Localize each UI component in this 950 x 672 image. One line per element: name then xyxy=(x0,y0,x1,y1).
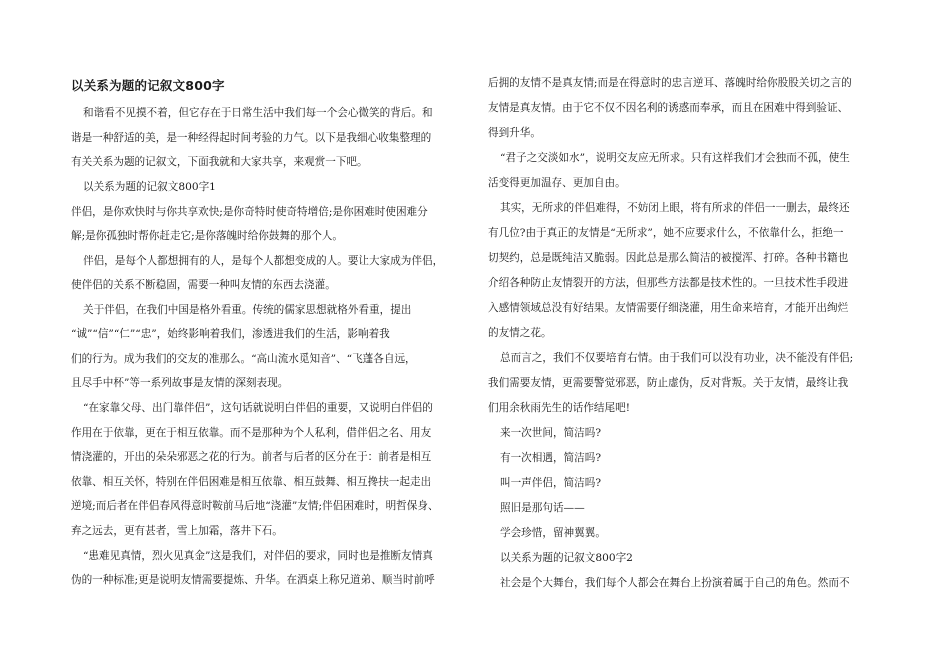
right-column-line-3: 得到升华。 xyxy=(488,127,541,139)
left-column-line-20: 伪的一种标准;更是说明友情需要提炼、升华。在酒桌上称兄道弟、顺当时前呼 xyxy=(71,574,435,586)
right-column-line-7: 有几位?由于真正的友情是“无所求”，她不应要求什么，不依靠什么，拒绝一 xyxy=(488,227,844,239)
left-column-line-17: 逆境;而后者在伴侣春风得意时鞍前马后地“浇灌”友情;伴侣困难时，明哲保身、 xyxy=(71,500,439,512)
left-column-line-11: 们的行为。成为我们的交友的准那么。“高山流水觅知音”、“飞蓬各自远， xyxy=(71,353,416,365)
left-column-line-4: 以关系为题的记叙文800字1 xyxy=(83,181,216,193)
left-column-line-12: 且尽手中杯”等一系列故事是友情的深刻表现。 xyxy=(71,377,289,389)
left-column-line-19: “患难见真情，烈火见真金”这是我们，对伴侣的要求，同时也是推断友情真 xyxy=(83,550,433,562)
right-column-line-13: 我们需要友情，更需要警觉邪恶，防止虚伪，反对背叛。关于友情，最终让我 xyxy=(488,377,849,389)
right-column-line-11: 的友情之花。 xyxy=(488,327,552,339)
left-column-line-2: 谐是一种舒适的美，是一种经得起时间考验的力气。以下是我细心收集整理的 xyxy=(71,132,432,144)
right-column-line-17: 叫一声伴侣，简洁吗? xyxy=(500,477,602,489)
right-column-line-4: “君子之交淡如水”，说明交友应无所求。只有这样我们才会独而不孤，使生 xyxy=(500,152,850,164)
left-column-line-1: 和谐看不见摸不着，但它存在于日常生活中我们每一个会心微笑的背后。和 xyxy=(83,107,433,119)
left-column-line-3: 有关关系为题的记叙文，下面我就和大家共享，来观赏一下吧。 xyxy=(71,156,368,168)
right-column-line-18: 照旧是那句话—— xyxy=(500,502,585,514)
left-column-line-6: 解;是你孤独时帮你赶走它;是你落魄时给你鼓舞的那个人。 xyxy=(71,230,343,242)
left-column-line-18: 弃之远去，更有甚者，雪上加霜，落井下石。 xyxy=(71,525,283,537)
right-column-line-5: 活变得更加温存、更加自由。 xyxy=(488,177,626,189)
left-column-line-16: 依靠、相互关怀，特别在伴侣困难是相互依靠、相互鼓舞、相互搀扶一起走出 xyxy=(71,476,432,488)
left-column-line-8: 使伴侣的关系不断稳固，需要一种叫友情的东西去浇灌。 xyxy=(71,279,336,291)
document-title: 以关系为题的记叙文800字 xyxy=(71,78,225,93)
right-column-line-16: 有一次相遇，简洁吗? xyxy=(500,452,602,464)
left-column-line-13: “在家靠父母、出门靠伴侣”，这句话就说明白伴侣的重要，又说明白伴侣的 xyxy=(83,402,433,414)
right-column-line-8: 切契约，总是既纯洁又脆弱。因此总是那么简洁的被搅浑、打碎。各种书籍也 xyxy=(488,252,849,264)
left-column-line-15: 情浇灌的，开出的朵朵邪恶之花的行为。前者与后者的区分在于：前者是相互 xyxy=(71,451,432,463)
right-column-line-1: 后拥的友情不是真友情;而是在得意时的忠言逆耳、落魄时给你股股关切之言的 xyxy=(488,77,852,89)
right-column-line-20: 以关系为题的记叙文800字2 xyxy=(500,552,633,564)
right-column-line-9: 介绍各种防止友情裂开的方法，但那些方法都是技术性的。一旦技术性手段进 xyxy=(488,277,849,289)
right-column-line-15: 来一次世间，简洁吗? xyxy=(500,427,602,439)
left-column-line-7: 伴侣，是每个人都想拥有的人，是每个人都想变成的人。要让大家成为伴侣， xyxy=(83,255,444,267)
right-column-line-21: 社会是个大舞台，我们每个人都会在舞台上扮演着属于自己的角色。然而不 xyxy=(500,577,850,589)
right-column-line-2: 友情是真友情。由于它不仅不因名利的诱惑而奉承，而且在困难中得到验证、 xyxy=(488,102,849,114)
right-column-line-12: 总而言之，我们不仅要培育右情。由于我们可以没有功业，决不能没有伴侣; xyxy=(500,352,854,364)
left-column-line-9: 关于伴侣，在我们中国是格外看重。传统的儒家思想就格外看重，提出 xyxy=(83,304,412,316)
left-column-line-5: 伴侣，是你欢快时与你共享欢快;是你奇特时使奇特增倍;是你困难时使困难分 xyxy=(71,206,428,218)
right-column-line-14: 们用余秋雨先生的话作结尾吧! xyxy=(488,402,630,414)
right-column-line-10: 入感情领域总没有好结果。友情需要仔细浇灌，用生命来培育，才能开出绚烂 xyxy=(488,302,849,314)
right-column-line-19: 学会珍惜，留神翼翼。 xyxy=(500,527,606,539)
left-column-line-10: “诚”“信”“仁”“忠”，始终影响着我们，渗透进我们的生活，影响着我 xyxy=(71,328,390,340)
left-column-line-14: 作用在于依靠，更在于相互依靠。而不是那种为个人私利，借伴侣之名、用友 xyxy=(71,427,432,439)
right-column-line-6: 其实，无所求的伴侣难得，不妨闭上眼，将有所求的伴侣一一删去，最终还 xyxy=(500,202,850,214)
